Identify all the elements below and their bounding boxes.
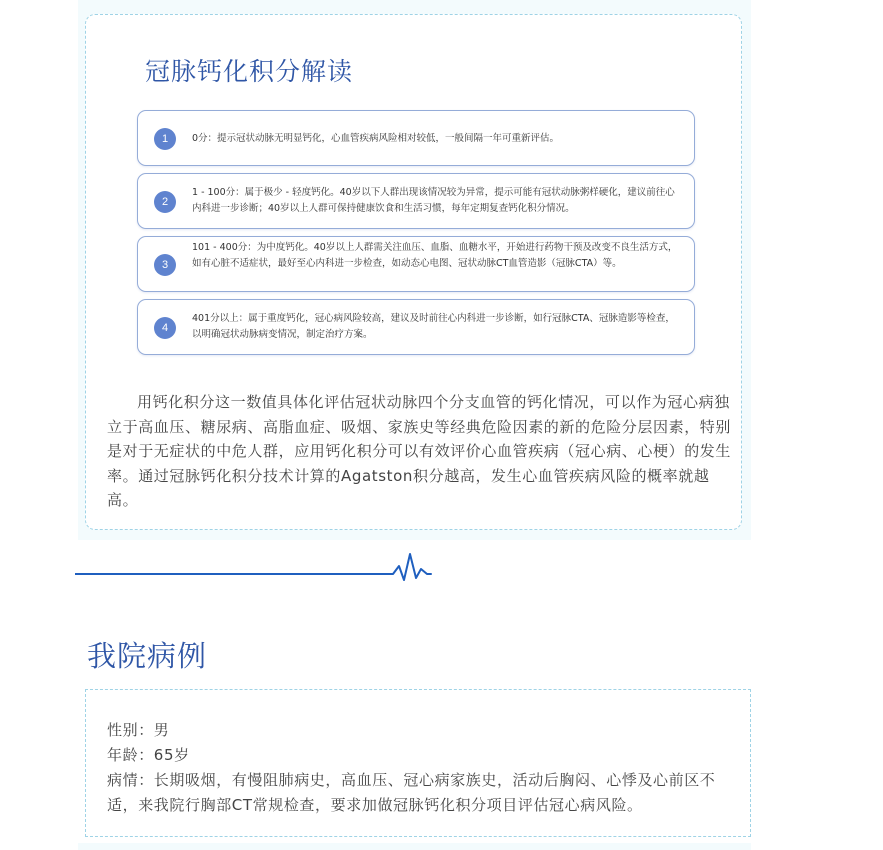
section-title: 我院病例 [87, 639, 208, 673]
heartbeat-divider-icon [75, 548, 435, 588]
case-gender: 性别：男 [107, 721, 170, 739]
step-text: 101 - 400分：为中度钙化。40岁以上人群需关注血压、血脂、血糖水平，开始进行药物干预及改变不良生活方式，如有心脏不适症状，最好至心内科进一步检查，如动态心电图、冠状动脉CT血管造影（冠脉CTA）等。 [192, 242, 678, 269]
case-condition: 病情：长期吸烟，有慢阻肺病史，高血压、冠心病家族史，活动后胸闷、心悸及心前区不适，来我院行胸部CT常规检查，要求加做冠脉钙化积分项目评估冠心病风险。 [107, 771, 716, 814]
score-step [137, 299, 695, 355]
step-text: 0分：提示冠状动脉无明显钙化，心血管疾病风险相对较低，一般间隔一年可重新评估。 [192, 133, 560, 144]
step-number-badge: 4 [154, 317, 176, 339]
step-text: 401分以上：属于重度钙化，冠心病风险较高，建议及时前往心内科进一步诊断，如行冠脉CTA、冠脉造影等检查，以明确冠状动脉病变情况，制定治疗方案。 [192, 313, 675, 340]
step-number-badge: 1 [154, 128, 176, 150]
score-step [137, 110, 695, 166]
step-text: 1 - 100分：属于极少 - 轻度钙化。40岁以下人群出现该情况较为异常，提示可能有冠状动脉粥样硬化，建议前往心内科进一步诊断；40岁以上人群可保持健康饮食和生活习惯，每年定期复查钙化积分情况。 [192, 187, 675, 214]
step-number-badge: 3 [154, 254, 176, 276]
score-step [137, 173, 695, 229]
case-age: 年龄：65岁 [107, 746, 190, 764]
step-number-badge: 2 [154, 191, 176, 213]
calcium-score-explanation: 用钙化积分这一数值具体化评估冠状动脉四个分支血管的钙化情况，可以作为冠心病独立于高血压、糖尿病、高脂血症、吸烟、家族史等经典危险因素的新的危险分层因素，特别是对于无症状的中危人群，应用钙化积分可以有效评价心血管疾病（冠心病、心梗）的发生率。通过冠脉钙化积分技术计算的Agatston积分越高，发生心血管疾病风险的概率就越高。 [107, 393, 732, 509]
score-step [137, 236, 695, 292]
bottom-section-background [78, 843, 751, 850]
calcium-score-infographic [100, 28, 727, 375]
infographic-title: 冠脉钙化积分解读 [145, 57, 354, 86]
